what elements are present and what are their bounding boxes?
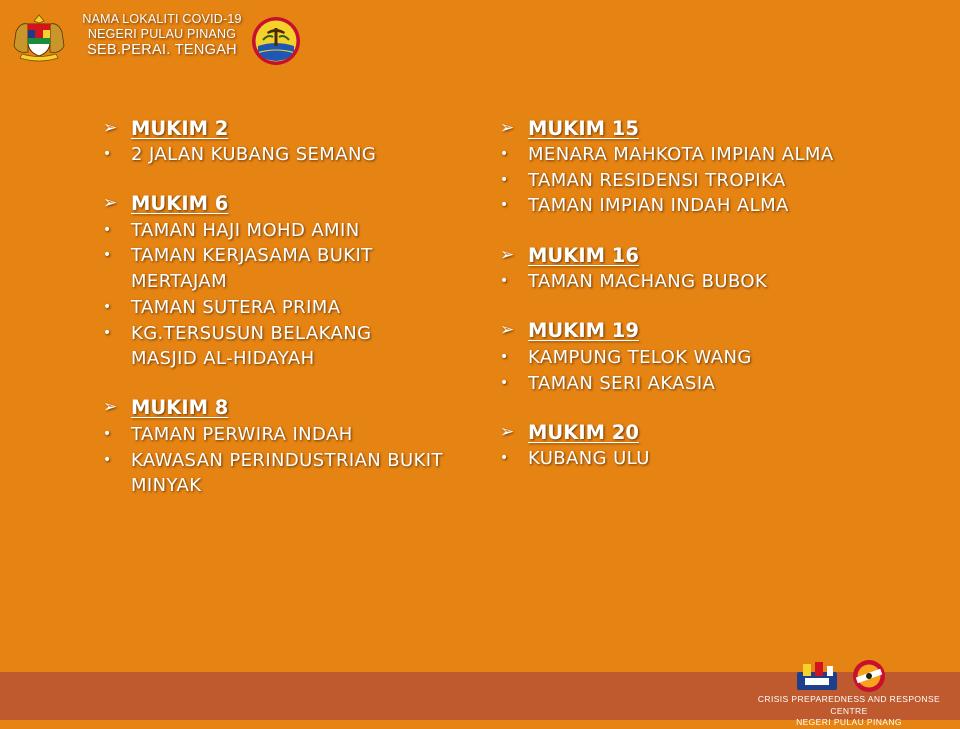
locality-item (103, 422, 443, 448)
mukim-title: MUKIM 8 (131, 396, 229, 420)
bullet-icon: • (103, 247, 112, 264)
locality-list (500, 142, 920, 219)
mukim-group (500, 317, 920, 396)
locality-item (103, 448, 443, 499)
locality-name: TAMAN SUTERA PRIMA (131, 296, 341, 318)
locality-item (500, 168, 920, 194)
mukim-heading (103, 190, 443, 218)
bullet-icon: • (103, 298, 112, 315)
locality-list (500, 446, 920, 472)
locality-name: TAMAN RESIDENSI TROPIKA (528, 169, 786, 191)
locality-name: KUBANG ULU (528, 448, 650, 470)
locality-list (103, 422, 443, 499)
locality-list (103, 218, 443, 372)
left-column (103, 114, 443, 521)
mukim-title: MUKIM 16 (528, 243, 639, 267)
locality-name: 2 JALAN KUBANG SEMANG (131, 144, 377, 165)
locality-list (500, 269, 920, 295)
locality-item (103, 321, 443, 372)
mukim-heading (500, 114, 920, 142)
mukim-heading (103, 394, 443, 422)
bullet-icon: • (103, 221, 112, 238)
mukim-group (103, 190, 443, 372)
mukim-group (103, 394, 443, 499)
locality-name: TAMAN MACHANG BUBOK (528, 271, 768, 293)
arrow-bullet-icon: ➢ (500, 320, 515, 341)
locality-name: TAMAN HAJI MOHD AMIN (131, 219, 360, 241)
footer-line1: CRISIS PREPAREDNESS AND RESPONSE CENTRE (757, 694, 941, 716)
mukim-title: MUKIM 19 (528, 319, 639, 343)
bullet-icon: • (103, 324, 112, 341)
locality-item (103, 218, 443, 244)
bullet-icon: • (500, 146, 509, 162)
arrow-bullet-icon: ➢ (103, 193, 118, 214)
arrow-bullet-icon: ➢ (103, 117, 118, 138)
locality-name: TAMAN PERWIRA INDAH (131, 423, 353, 445)
locality-item (500, 193, 920, 219)
mukim-group (103, 114, 443, 168)
covid-warning-badge (853, 660, 885, 692)
bullet-icon: • (500, 348, 509, 365)
footer-line2: NEGERI PULAU PINANG (796, 717, 902, 727)
locality-item (500, 446, 920, 472)
bullet-icon: • (500, 273, 509, 290)
locality-name: TAMAN KERJASAMA BUKIT MERTAJAM (131, 245, 373, 293)
header-title-line2: NEGERI PULAU PINANG (87, 27, 237, 41)
locality-item (103, 295, 443, 321)
mukim-group (500, 418, 920, 472)
right-column (500, 114, 920, 494)
mukim-heading (500, 418, 920, 446)
locality-item (500, 142, 920, 168)
locality-name: TAMAN IMPIAN INDAH ALMA (528, 195, 789, 217)
locality-item (103, 142, 443, 168)
arrow-bullet-icon: ➢ (500, 421, 515, 442)
bullet-icon: • (500, 374, 509, 391)
mukim-title: MUKIM 2 (131, 116, 229, 140)
locality-list (103, 142, 443, 168)
locality-name: KAWASAN PERINDUSTRIAN BUKIT MINYAK (131, 449, 443, 497)
mukim-title: MUKIM 15 (528, 116, 639, 140)
mukim-heading (500, 317, 920, 345)
bullet-icon: • (103, 146, 112, 162)
footer-caption (740, 694, 958, 729)
locality-item (500, 269, 920, 295)
locality-name: KG.TERSUSUN BELAKANG MASJID AL-HIDAYAH (131, 322, 372, 370)
locality-item (103, 243, 443, 294)
slide-header (0, 0, 320, 72)
penang-state-seal-icon (251, 16, 301, 66)
mukim-heading (103, 114, 443, 142)
header-district: SEB.PERAI. TENGAH (87, 42, 237, 58)
bullet-icon: • (500, 197, 509, 214)
locality-item (500, 345, 920, 371)
coat-of-arms-icon (8, 12, 70, 64)
bullet-icon: • (103, 451, 112, 468)
arrow-bullet-icon: ➢ (500, 244, 515, 265)
cprc-logos (793, 658, 893, 696)
mukim-group (500, 241, 920, 295)
locality-name: KAMPUNG TELOK WANG (528, 346, 752, 368)
cprc-logo (797, 662, 837, 690)
locality-item (500, 371, 920, 397)
arrow-bullet-icon: ➢ (103, 397, 118, 418)
header-title-line1: NAMA LOKALITI COVID-19 (82, 12, 242, 26)
bullet-icon: • (103, 425, 112, 442)
locality-list (500, 345, 920, 396)
mukim-title: MUKIM 20 (528, 420, 639, 444)
arrow-bullet-icon: ➢ (500, 117, 515, 138)
bullet-icon: • (500, 171, 509, 188)
bullet-icon: • (500, 450, 509, 467)
locality-name: TAMAN SERI AKASIA (528, 372, 716, 394)
mukim-group (500, 114, 920, 219)
locality-name: MENARA MAHKOTA IMPIAN ALMA (528, 144, 834, 165)
mukim-heading (500, 241, 920, 269)
mukim-title: MUKIM 6 (131, 192, 229, 216)
